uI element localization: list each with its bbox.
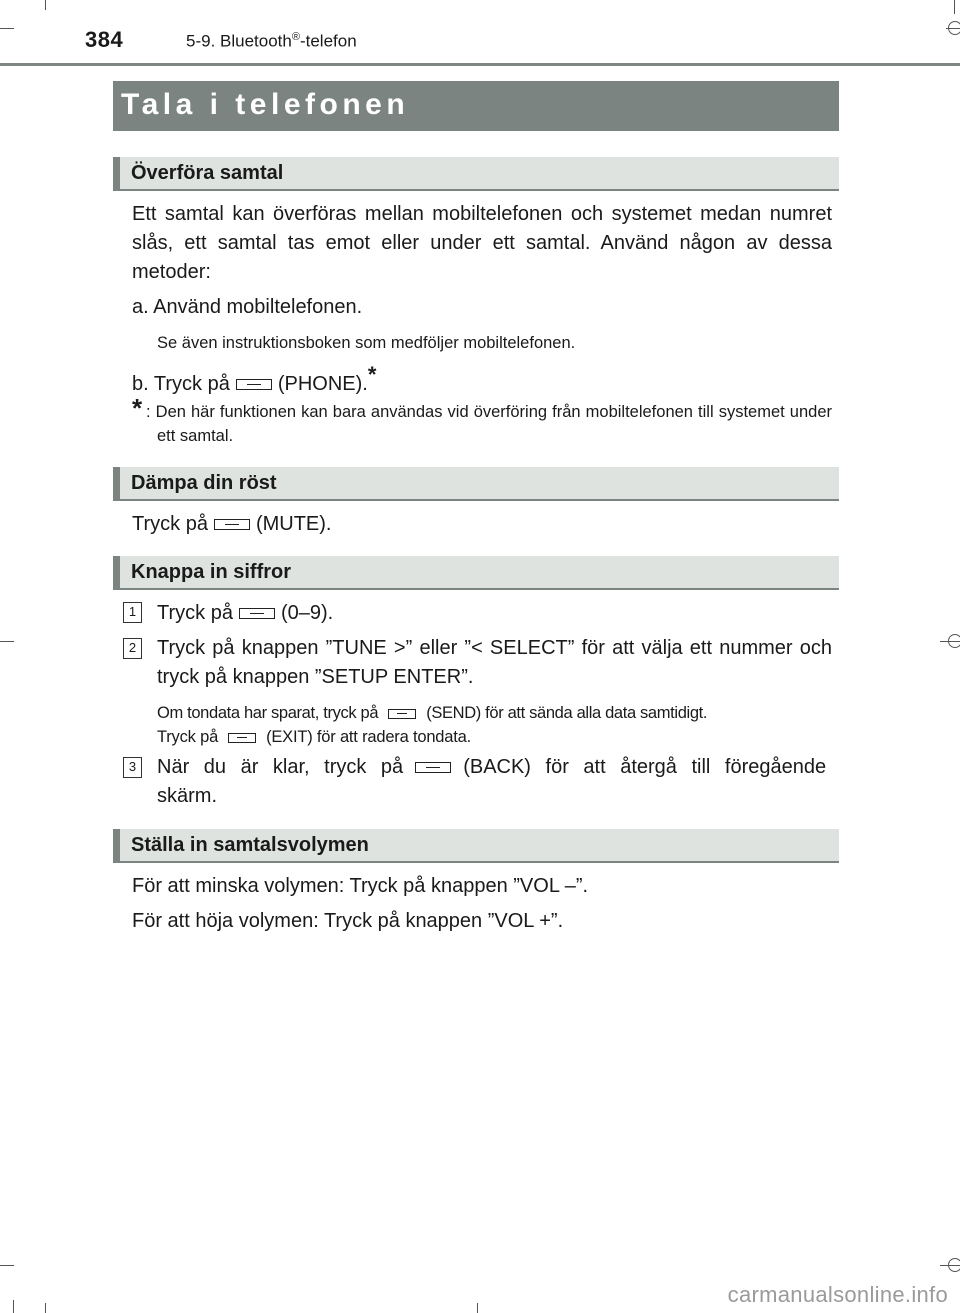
transfer-option-a-note: Se även instruktionsboken som medföljer mobiltelefonen. xyxy=(157,334,576,352)
header-rule xyxy=(0,63,960,66)
tone-data-note-2 xyxy=(157,725,471,749)
exit-button-icon xyxy=(228,733,256,743)
step-3-rest: (BACK) för att återgå till föregående skärm. xyxy=(157,756,827,807)
footnote-asterisk: * xyxy=(132,393,143,423)
section-heading-volume xyxy=(113,829,839,863)
back-button-icon xyxy=(415,762,451,773)
breadcrumb-text: 5-9. Bluetooth xyxy=(186,31,292,51)
step-3-label: När du är klar, tryck på xyxy=(157,756,404,778)
section-heading-label: Dämpa din röst xyxy=(131,472,277,494)
phone-button-icon xyxy=(236,379,272,390)
crop-mark xyxy=(0,641,14,642)
option-b-text: b. Tryck på xyxy=(132,373,230,395)
volume-decrease: För att minska volymen: Tryck på knappen ”VOL –”. xyxy=(132,875,589,897)
breadcrumb-suffix: -telefon xyxy=(299,31,357,51)
crop-mark xyxy=(0,28,14,29)
step-number-1: 1 xyxy=(123,602,142,623)
page-title-bar xyxy=(113,81,839,131)
breadcrumb xyxy=(186,31,357,52)
footnote-text: : Den här funktionen kan bara användas vid överföring från mobiltelefonen till systemet under ett samtal. xyxy=(146,403,832,445)
page-number: 384 xyxy=(85,27,124,52)
footnote-marker: * xyxy=(367,362,377,387)
crop-mark xyxy=(940,641,960,642)
digit-button-icon xyxy=(239,608,275,619)
section-heading-label: Överföra samtal xyxy=(131,162,284,184)
note-2-label: (EXIT) för att radera tondata. xyxy=(266,728,471,746)
step-number-3: 3 xyxy=(123,757,142,778)
crop-mark xyxy=(45,0,46,10)
crop-mark xyxy=(477,1303,478,1313)
volume-increase: För att höja volymen: Tryck på knappen ”VOL +”. xyxy=(132,910,564,932)
watermark: carmanualsonline.info xyxy=(727,1282,948,1307)
mute-instruction xyxy=(132,510,331,539)
step-1-range: (0–9). xyxy=(280,602,334,624)
registered-mark: ® xyxy=(291,31,300,43)
mute-text: Tryck på xyxy=(132,513,208,535)
crop-mark xyxy=(45,1303,46,1313)
step-1-text xyxy=(157,599,333,628)
note-1-label: (SEND) för att sända alla data samtidigt. xyxy=(426,704,708,722)
crop-mark xyxy=(954,0,955,14)
transfer-intro: Ett samtal kan överföras mellan mobiltelefonen och systemet medan numret slås, ett samtal tas emot eller under ett samtal. Använd någon av dessa metoder: xyxy=(132,203,832,283)
crop-mark xyxy=(13,1300,14,1313)
step-2-text: Tryck på knappen ”TUNE >” eller ”< SELECT” för att välja ett nummer och tryck på knappen ”SETUP ENTER”. xyxy=(157,637,832,688)
section-heading-transfer xyxy=(113,157,839,191)
mute-label: (MUTE). xyxy=(255,513,332,535)
tone-data-note-1 xyxy=(157,701,707,725)
transfer-option-b xyxy=(132,360,376,399)
option-b-label: (PHONE). xyxy=(277,373,368,395)
section-heading-label: Knappa in siffror xyxy=(131,561,292,583)
note-1-text: Om tondata har sparat, tryck på xyxy=(157,704,379,722)
section-heading-label: Ställa in samtalsvolymen xyxy=(131,834,369,856)
registration-mark-icon xyxy=(948,21,960,35)
note-2-text: Tryck på xyxy=(157,728,219,746)
mute-button-icon xyxy=(214,519,250,530)
transfer-option-a: a. Använd mobiltelefonen. xyxy=(132,296,363,318)
page-title: Tala i telefonen xyxy=(121,88,410,121)
crop-mark xyxy=(940,1265,960,1266)
send-button-icon xyxy=(388,709,416,719)
step-number-2: 2 xyxy=(123,638,142,659)
crop-mark xyxy=(0,1265,14,1266)
section-heading-mute xyxy=(113,467,839,501)
step-1-label: Tryck på xyxy=(157,602,233,624)
step-3-text xyxy=(157,753,832,811)
section-heading-digits xyxy=(113,556,839,590)
